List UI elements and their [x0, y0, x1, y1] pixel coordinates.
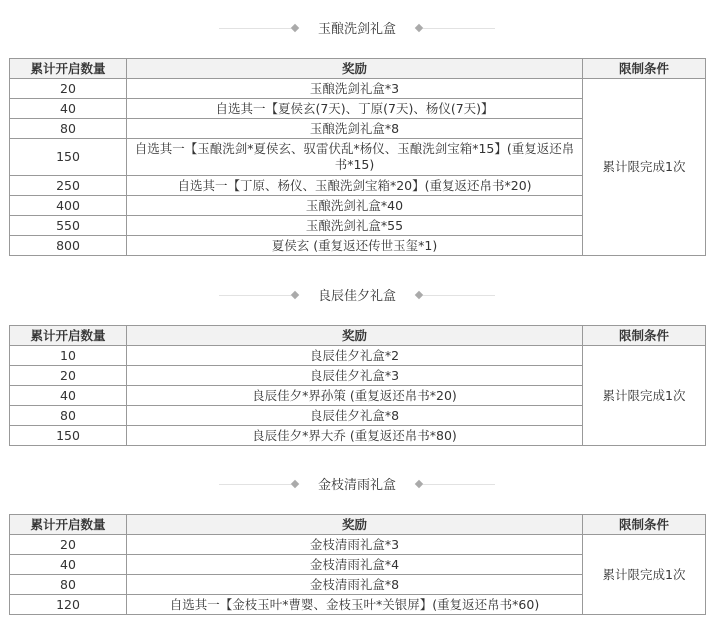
count-cell: 10 — [10, 346, 127, 366]
reward-cell: 良辰佳夕*界大乔 (重复返还帛书*80) — [127, 426, 583, 446]
count-cell: 150 — [10, 426, 127, 446]
divider-line — [219, 28, 291, 29]
header-reward: 奖励 — [127, 59, 583, 79]
reward-cell: 玉酿洗剑礼盒*8 — [127, 119, 583, 139]
count-cell: 400 — [10, 196, 127, 216]
header-reward: 奖励 — [127, 515, 583, 535]
section-1 — [9, 18, 705, 256]
count-cell: 250 — [10, 176, 127, 196]
diamond-icon — [415, 291, 423, 299]
table-header-row — [10, 515, 706, 535]
section-title-bar — [9, 285, 705, 307]
header-count: 累计开启数量 — [10, 515, 127, 535]
count-cell: 80 — [10, 575, 127, 595]
diamond-icon — [415, 24, 423, 32]
reward-table — [9, 325, 706, 446]
header-condition: 限制条件 — [583, 515, 706, 535]
reward-cell: 自选其一【夏侯玄(7天)、丁原(7天)、杨仪(7天)】 — [127, 99, 583, 119]
reward-cell: 夏侯玄 (重复返还传世玉玺*1) — [127, 236, 583, 256]
reward-cell: 良辰佳夕礼盒*8 — [127, 406, 583, 426]
reward-cell: 自选其一【玉酿洗剑*夏侯玄、驭雷伏乱*杨仪、玉酿洗剑宝箱*15】(重复返还帛书*15) — [127, 139, 583, 176]
diamond-icon — [291, 24, 299, 32]
count-cell: 120 — [10, 595, 127, 615]
diamond-icon — [415, 480, 423, 488]
reward-cell: 良辰佳夕礼盒*3 — [127, 366, 583, 386]
count-cell: 40 — [10, 555, 127, 575]
header-condition: 限制条件 — [583, 326, 706, 346]
table-header-row — [10, 59, 706, 79]
divider-line — [219, 295, 291, 296]
count-cell: 550 — [10, 216, 127, 236]
count-cell: 80 — [10, 406, 127, 426]
section-3 — [9, 474, 705, 615]
section-title-bar — [9, 474, 705, 496]
condition-cell: 累计限完成1次 — [583, 346, 706, 446]
count-cell: 800 — [10, 236, 127, 256]
count-cell: 40 — [10, 386, 127, 406]
section-2 — [9, 285, 705, 446]
table-row — [10, 79, 706, 99]
reward-cell: 金枝清雨礼盒*3 — [127, 535, 583, 555]
header-reward: 奖励 — [127, 326, 583, 346]
divider-line — [423, 28, 495, 29]
reward-cell: 良辰佳夕*界孙策 (重复返还帛书*20) — [127, 386, 583, 406]
reward-cell: 金枝清雨礼盒*4 — [127, 555, 583, 575]
header-count: 累计开启数量 — [10, 59, 127, 79]
diamond-icon — [291, 480, 299, 488]
reward-cell: 自选其一【丁原、杨仪、玉酿洗剑宝箱*20】(重复返还帛书*20) — [127, 176, 583, 196]
header-condition: 限制条件 — [583, 59, 706, 79]
count-cell: 150 — [10, 139, 127, 176]
section-title: 玉酿洗剑礼盒 — [317, 22, 396, 37]
section-title: 良辰佳夕礼盒 — [317, 289, 396, 304]
reward-cell: 自选其一【金枝玉叶*曹婴、金枝玉叶*关银屏】(重复返还帛书*60) — [127, 595, 583, 615]
reward-table — [9, 58, 706, 256]
count-cell: 80 — [10, 119, 127, 139]
condition-cell: 累计限完成1次 — [583, 79, 706, 256]
divider-line — [219, 484, 291, 485]
count-cell: 20 — [10, 79, 127, 99]
section-title: 金枝清雨礼盒 — [317, 478, 396, 493]
reward-cell: 玉酿洗剑礼盒*40 — [127, 196, 583, 216]
divider-line — [423, 295, 495, 296]
section-title-bar — [9, 18, 705, 40]
reward-table — [9, 514, 706, 615]
table-header-row — [10, 326, 706, 346]
table-row — [10, 535, 706, 555]
reward-cell: 玉酿洗剑礼盒*55 — [127, 216, 583, 236]
count-cell: 20 — [10, 366, 127, 386]
reward-cell: 良辰佳夕礼盒*2 — [127, 346, 583, 366]
condition-cell: 累计限完成1次 — [583, 535, 706, 615]
diamond-icon — [291, 291, 299, 299]
table-row — [10, 346, 706, 366]
count-cell: 20 — [10, 535, 127, 555]
reward-cell: 金枝清雨礼盒*8 — [127, 575, 583, 595]
reward-cell: 玉酿洗剑礼盒*3 — [127, 79, 583, 99]
divider-line — [423, 484, 495, 485]
count-cell: 40 — [10, 99, 127, 119]
header-count: 累计开启数量 — [10, 326, 127, 346]
